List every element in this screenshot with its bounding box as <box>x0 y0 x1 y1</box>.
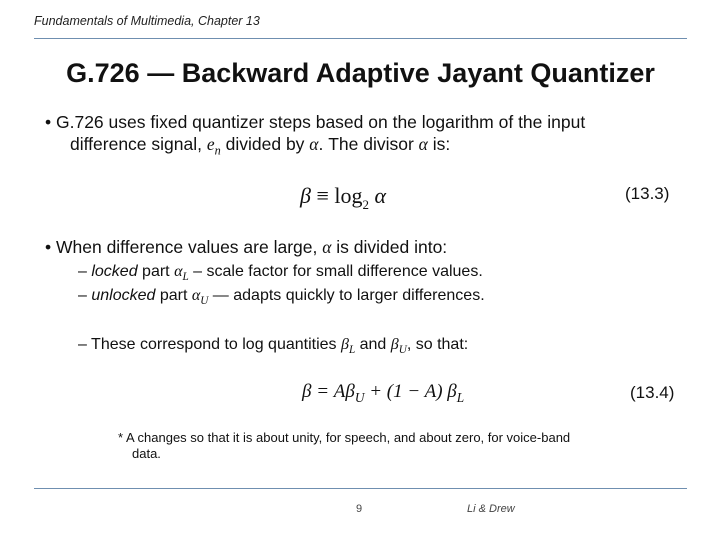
text-segment: part <box>137 263 175 280</box>
term-unlocked: unlocked <box>91 287 156 304</box>
text-segment: . The divisor <box>318 134 419 154</box>
text-segment: divided by <box>220 134 310 154</box>
symbol-alpha: α <box>418 134 428 154</box>
footnote-line-2: data. <box>132 446 161 461</box>
text-segment: part <box>155 287 192 304</box>
equation-number-13-4: (13.4) <box>630 383 675 402</box>
text-segment: is: <box>427 134 451 154</box>
symbol-alpha-l: α <box>174 263 183 280</box>
equation-13-3 <box>300 183 387 212</box>
text-segment: difference signal, <box>70 134 207 154</box>
term-locked: locked <box>91 263 138 280</box>
symbol-alpha: α <box>309 134 319 154</box>
symbol-alpha-u: α <box>191 287 201 304</box>
dash: – <box>78 287 92 304</box>
header-rule <box>34 38 687 39</box>
eq-alpha: α <box>374 183 387 208</box>
footnote-line-1: * A changes so that it is about unity, for speech, and about zero, for voice-band <box>118 430 571 445</box>
eq-equiv: ≡ <box>316 183 329 208</box>
subscript-u: U <box>200 295 209 308</box>
symbol-alpha: α <box>322 237 332 257</box>
symbol-e: e <box>206 134 215 154</box>
eq-log: log <box>334 183 363 208</box>
slide-title: G.726 — Backward Adaptive Jayant Quantizer <box>66 58 655 88</box>
text-segment: – scale factor for small difference values. <box>188 263 483 280</box>
page-number: 9 <box>356 503 363 515</box>
running-header: Fundamentals of Multimedia, Chapter 13 <box>34 14 260 28</box>
symbol-beta-u: β <box>390 336 399 353</box>
text-segment: and <box>355 336 391 353</box>
bullet-1-line-1: • G.726 uses fixed quantizer steps based on the logarithm of the input <box>45 112 586 132</box>
dash: – <box>78 263 92 280</box>
bullet-2 <box>45 236 447 258</box>
bullet-1-line-2 <box>70 133 450 162</box>
text-segment: , so that: <box>406 336 469 353</box>
eq-subscript-l: L <box>456 389 465 405</box>
equation-number-13-3: (13.3) <box>625 184 670 203</box>
footer-rule <box>34 488 687 489</box>
symbol-beta-l: β <box>340 336 349 353</box>
symbol-e-subscript: n <box>214 143 221 158</box>
eq-part: β = Aβ <box>302 381 355 402</box>
text-segment: • When difference values are large, <box>45 237 323 257</box>
subscript-l: L <box>182 271 189 284</box>
text-segment: is divided into: <box>331 237 448 257</box>
equation-13-4 <box>302 381 464 406</box>
eq-subscript-u: U <box>354 389 365 405</box>
eq-beta: β <box>300 183 311 208</box>
footer-authors: Li & Drew <box>467 503 515 515</box>
eq-log-base: 2 <box>362 197 370 212</box>
subscript-l: L <box>348 344 356 357</box>
eq-part: + (1 − A) β <box>364 381 457 402</box>
sub-item-log-quantities <box>78 335 468 360</box>
sub-item-unlocked <box>78 286 485 311</box>
text-segment: — adapts quickly to larger differences. <box>208 287 485 304</box>
text-segment: – These correspond to log quantities <box>78 336 341 353</box>
sub-item-locked <box>78 262 483 287</box>
subscript-u: U <box>398 344 407 357</box>
